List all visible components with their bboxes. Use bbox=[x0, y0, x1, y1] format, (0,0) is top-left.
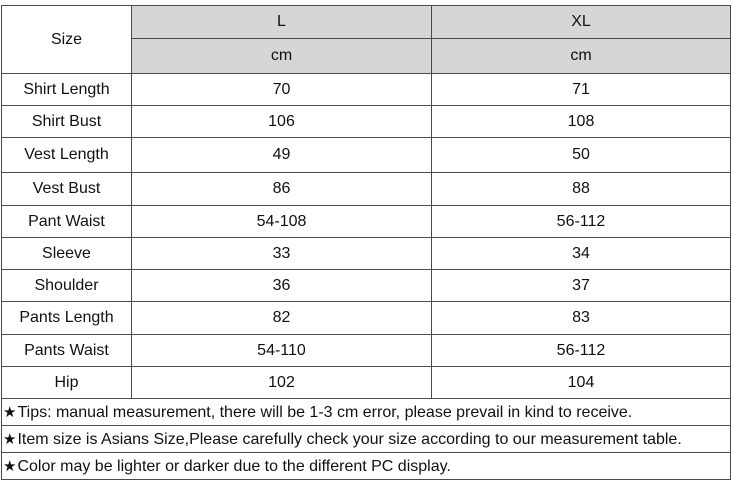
value-cell-xl: 34 bbox=[432, 238, 731, 270]
value-cell-xl: 37 bbox=[432, 270, 731, 302]
table-row bbox=[2, 173, 731, 206]
value-cell-l: 33 bbox=[132, 238, 432, 270]
table-row bbox=[2, 270, 731, 302]
note-row bbox=[2, 453, 731, 480]
value-cell-l: 106 bbox=[132, 106, 432, 138]
header-row bbox=[2, 6, 731, 39]
row-label: Vest Bust bbox=[2, 173, 132, 206]
value-cell-l: 82 bbox=[132, 302, 432, 335]
value-cell-xl: 50 bbox=[432, 138, 731, 173]
table-row bbox=[2, 302, 731, 335]
value-cell-xl: 88 bbox=[432, 173, 731, 206]
value-cell-l: 49 bbox=[132, 138, 432, 173]
table-row bbox=[2, 206, 731, 238]
row-label: Vest Length bbox=[2, 138, 132, 173]
star-icon: ★ bbox=[3, 430, 17, 448]
note-text: Item size is Asians Size,Please carefully check your size according to our measurement table. bbox=[17, 430, 682, 448]
column-header-l: L bbox=[132, 6, 432, 39]
row-label: Sleeve bbox=[2, 238, 132, 270]
row-label: Shirt Bust bbox=[2, 106, 132, 138]
row-label: Pants Waist bbox=[2, 335, 132, 367]
value-cell-xl: 56-112 bbox=[432, 206, 731, 238]
value-cell-xl: 71 bbox=[432, 74, 731, 106]
table-row bbox=[2, 106, 731, 138]
unit-cell-l: cm bbox=[132, 39, 432, 74]
unit-cell-xl: cm bbox=[432, 39, 731, 74]
size-chart-table bbox=[1, 5, 731, 480]
note-cell bbox=[2, 453, 731, 480]
value-cell-xl: 108 bbox=[432, 106, 731, 138]
value-cell-l: 70 bbox=[132, 74, 432, 106]
note-cell bbox=[2, 426, 731, 453]
row-label: Hip bbox=[2, 367, 132, 399]
value-cell-l: 86 bbox=[132, 173, 432, 206]
value-cell-l: 36 bbox=[132, 270, 432, 302]
value-cell-xl: 83 bbox=[432, 302, 731, 335]
note-text: Color may be lighter or darker due to the different PC display. bbox=[17, 457, 451, 475]
table-row bbox=[2, 335, 731, 367]
note-text: Tips: manual measurement, there will be 1-3 cm error, please prevail in kind to receive. bbox=[17, 403, 633, 421]
note-row bbox=[2, 426, 731, 453]
value-cell-l: 54-108 bbox=[132, 206, 432, 238]
row-label: Shirt Length bbox=[2, 74, 132, 106]
row-label: Shoulder bbox=[2, 270, 132, 302]
table-row bbox=[2, 238, 731, 270]
value-cell-l: 54-110 bbox=[132, 335, 432, 367]
value-cell-xl: 104 bbox=[432, 367, 731, 399]
star-icon: ★ bbox=[3, 457, 17, 475]
star-icon: ★ bbox=[3, 403, 17, 421]
note-row bbox=[2, 399, 731, 426]
row-label: Pant Waist bbox=[2, 206, 132, 238]
column-header-xl: XL bbox=[432, 6, 731, 39]
size-header: Size bbox=[2, 6, 132, 74]
row-label: Pants Length bbox=[2, 302, 132, 335]
note-cell bbox=[2, 399, 731, 426]
table-row bbox=[2, 74, 731, 106]
value-cell-xl: 56-112 bbox=[432, 335, 731, 367]
table-row bbox=[2, 367, 731, 399]
table-row bbox=[2, 138, 731, 173]
value-cell-l: 102 bbox=[132, 367, 432, 399]
